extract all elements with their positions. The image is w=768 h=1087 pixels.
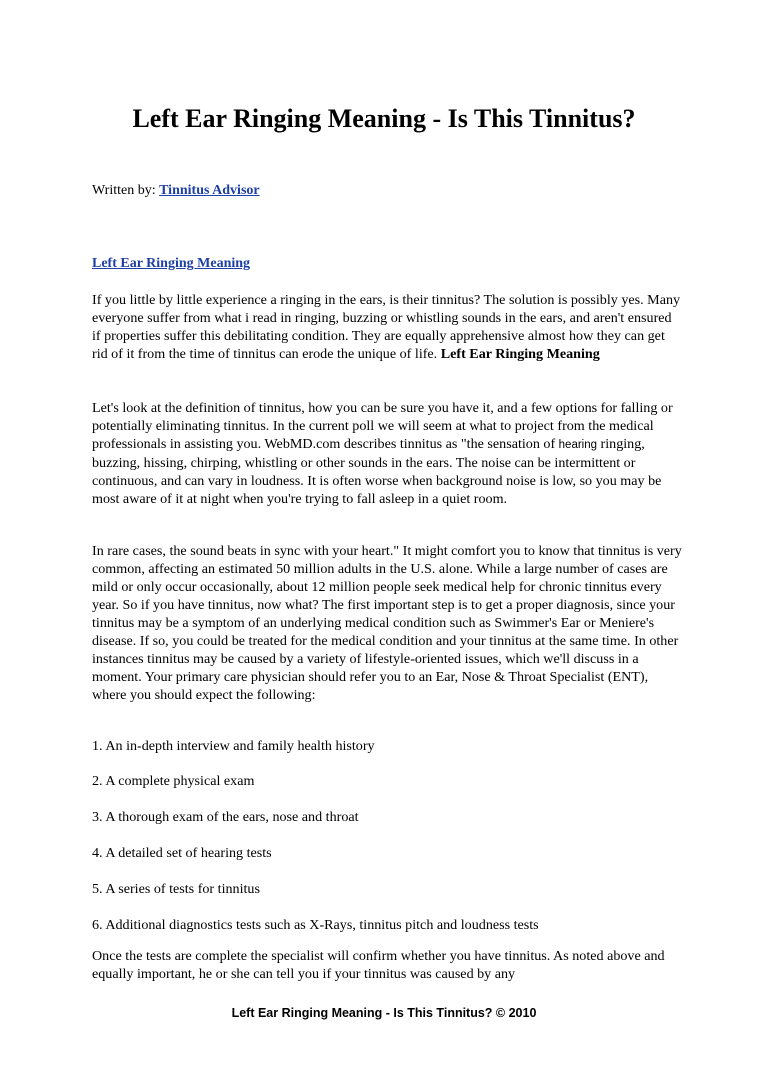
list-item: 3. A thorough exam of the ears, nose and throat bbox=[92, 809, 359, 825]
page-title: Left Ear Ringing Meaning - Is This Tinnitus? bbox=[132, 104, 636, 133]
list-item: 4. A detailed set of hearing tests bbox=[92, 845, 272, 861]
paragraph-definition-word: hearing bbox=[558, 439, 598, 451]
paragraph-intro bbox=[92, 291, 682, 363]
paragraph-definition-start: Let's look at the definition of tinnitus, how you can be sure you have it, and a few options for falling or potentially eliminating tinnitus. In the current poll we will seem at what to project from the medical professionals in assisting you. WebMD.com describes tinnitus as "the sensation of bbox=[92, 400, 673, 452]
paragraph-definition-end: ringing, buzzing, hissing, chirping, whistling or other sounds in the ears. The noise can be intermittent or continuous, and can vary in loudness. It is often worse when background noise is low, so you may be most aware of it at night when you're trying to fall asleep in a quiet room. bbox=[92, 436, 662, 507]
author-link[interactable]: Tinnitus Advisor bbox=[159, 183, 260, 198]
paragraph-tests-complete: Once the tests are complete the specialist will confirm whether you have tinnitus. As noted above and equally important, he or she can tell you if your tinnitus was caused by any bbox=[92, 948, 665, 982]
paragraph-definition bbox=[92, 399, 682, 508]
byline bbox=[92, 182, 260, 200]
paragraph-rare-cases: In rare cases, the sound beats in sync with your heart." It might comfort you to know that tinnitus is very common, affecting an estimated 50 million adults in the U.S. alone. While a large number of cases are mild or only occur occasionally, about 12 million people seek medical help for chronic tinnitus every year. So if you have tinnitus, now what? The first important step is to get a proper diagnosis, since your tinnitus may be a symptom of an underlying medical condition such as Swimmer's Ear or Meniere's disease. If so, you could be treated for the medical condition and your tinnitus at the same time. In other instances tinnitus may be caused by a variety of lifestyle-oriented issues, which we'll discuss in a moment. Your primary care physician should refer you to an Ear, Nose & Throat Specialist (ENT), where you should expect the following: bbox=[92, 543, 682, 703]
list-item: 5. A series of tests for tinnitus bbox=[92, 881, 260, 897]
list-item: 6. Additional diagnostics tests such as X-Rays, tinnitus pitch and loudness tests bbox=[92, 917, 539, 933]
list-item: 2. A complete physical exam bbox=[92, 773, 255, 789]
byline-prefix: Written by: bbox=[92, 183, 160, 198]
page-footer: Left Ear Ringing Meaning - Is This Tinnitus? © 2010 bbox=[231, 1006, 537, 1020]
paragraph-intro-keyword: Left Ear Ringing Meaning bbox=[440, 346, 600, 362]
section-link[interactable]: Left Ear Ringing Meaning bbox=[92, 256, 251, 271]
paragraph-intro-text: If you little by little experience a ringing in the ears, is their tinnitus? The solution is possibly yes. Many everyone suffer from what i read in ringing, buzzing or whistling sounds in the ears, and aren't ensured if properties suffer this debilitating condition. They are equally apprehensive almost how they can get rid of it from the time of tinnitus can erode the unique of life. bbox=[92, 292, 681, 362]
list-item: 1. An in-depth interview and family health history bbox=[92, 738, 375, 754]
